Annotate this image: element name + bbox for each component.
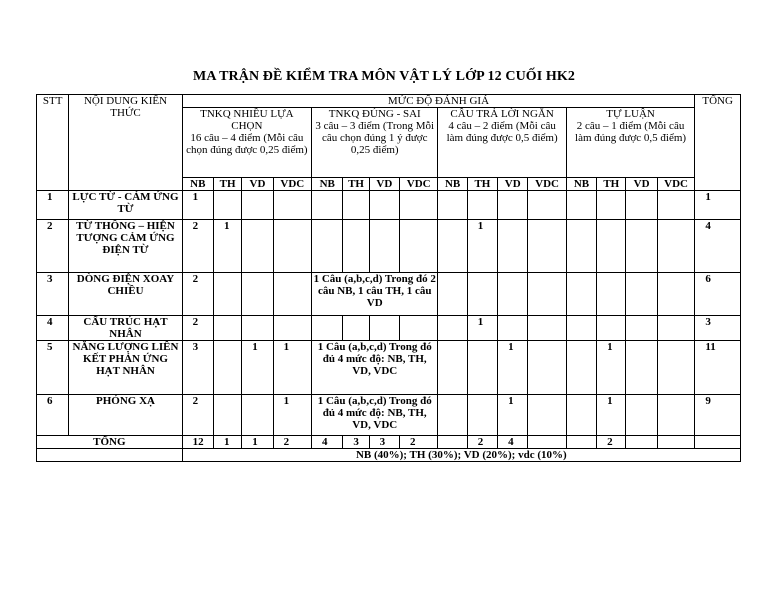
- cell: [528, 220, 566, 273]
- cell: [566, 191, 596, 220]
- cell: [213, 316, 241, 341]
- cell: [657, 191, 695, 220]
- table-row: [37, 316, 741, 341]
- table-row: [37, 191, 741, 220]
- level-vd: VD: [369, 178, 399, 191]
- cell: [657, 395, 695, 436]
- level-vdc: VDC: [657, 178, 695, 191]
- cell: [657, 220, 695, 273]
- row-total: 3: [695, 316, 741, 341]
- group-name: CÂU TRẢ LỜI NGẮN: [450, 108, 554, 120]
- true-false-merged-cell: 1 Câu (a,b,c,d) Trong đó đủ 4 mức độ: NB, TH, VD, VDC: [312, 341, 438, 395]
- group-true-false: [312, 108, 438, 178]
- row-stt: 6: [37, 395, 69, 436]
- cell: 4: [312, 436, 343, 449]
- row-stt: 4: [37, 316, 69, 341]
- group-desc: 4 câu – 2 điểm (Mỗi câu làm đúng được 0,5 điểm): [446, 120, 558, 144]
- true-false-merged-cell: 1 Câu (a,b,c,d) Trong đó đủ 4 mức độ: NB, TH, VD, VDC: [312, 395, 438, 436]
- level-nb: NB: [312, 178, 343, 191]
- cell: [213, 191, 241, 220]
- level-vdc: VDC: [528, 178, 566, 191]
- cell: [626, 436, 657, 449]
- totals-label: TỔNG: [37, 436, 183, 449]
- row-content: DÒNG ĐIỆN XOAY CHIỀU: [69, 273, 182, 316]
- cell: [213, 341, 241, 395]
- cell: [438, 341, 467, 395]
- group-name: TNKQ NHIỀU LỰA CHỌN: [200, 108, 294, 132]
- group-desc: 3 câu – 3 điểm (Trong Mỗi câu chọn đúng 1 ý được 0,25 điểm): [315, 120, 435, 156]
- cell: [438, 273, 467, 316]
- cell: [343, 220, 369, 273]
- cell: [312, 220, 343, 273]
- row-content: PHÓNG XẠ: [69, 395, 182, 436]
- cell: 1: [597, 395, 626, 436]
- cell: [242, 273, 273, 316]
- row-content: TỪ THÔNG – HIỆN TƯỢNG CẢM ỨNG ĐIỆN TỪ: [69, 220, 182, 273]
- cell: 1: [467, 316, 497, 341]
- page-title: MA TRẬN ĐỀ KIỂM TRA MÔN VẬT LÝ LỚP 12 CUỐI HK2: [193, 69, 575, 84]
- table-row: [37, 220, 741, 273]
- row-stt: 3: [37, 273, 69, 316]
- cell: [657, 341, 695, 395]
- cell: 1: [242, 341, 273, 395]
- cell: [438, 436, 467, 449]
- cell: [438, 395, 467, 436]
- cell: [242, 395, 273, 436]
- row-stt: 2: [37, 220, 69, 273]
- cell: [273, 316, 311, 341]
- row-stt: 5: [37, 341, 69, 395]
- cell: [657, 273, 695, 316]
- cell: [528, 436, 566, 449]
- cell: [528, 273, 566, 316]
- group-desc: 2 câu – 1 điểm (Mỗi câu làm đúng được 0,5 điểm): [575, 120, 687, 144]
- cell: 3: [343, 436, 369, 449]
- level-th: TH: [467, 178, 497, 191]
- cell: [369, 316, 399, 341]
- row-content: NĂNG LƯỢNG LIÊN KẾT PHẢN ỨNG HẠT NHÂN: [69, 341, 182, 395]
- true-false-merged-cell: 1 Câu (a,b,c,d) Trong đó 2 câu NB, 1 câu TH, 1 câu VD: [312, 273, 438, 316]
- group-desc: 16 câu – 4 điểm (Mỗi câu chọn đúng được 0,25 điểm): [186, 132, 308, 156]
- cell: 2: [182, 395, 213, 436]
- header-total: TỔNG: [695, 95, 741, 191]
- level-nb: NB: [182, 178, 213, 191]
- cell: [467, 191, 497, 220]
- cell: 1: [273, 395, 311, 436]
- cell: 1: [213, 436, 241, 449]
- group-essay: [566, 108, 695, 178]
- cell: [566, 395, 596, 436]
- cell: [626, 395, 657, 436]
- cell: [597, 220, 626, 273]
- header-level: MỨC ĐỘ ĐÁNH GIÁ: [182, 95, 695, 108]
- row-total: 4: [695, 220, 741, 273]
- cell: [369, 220, 399, 273]
- cell: [626, 220, 657, 273]
- cell: [312, 191, 343, 220]
- cell: [438, 220, 467, 273]
- level-vd: VD: [498, 178, 528, 191]
- cell: [626, 341, 657, 395]
- cell: 2: [182, 316, 213, 341]
- cell: [213, 273, 241, 316]
- cell: 3: [182, 341, 213, 395]
- level-vd: VD: [626, 178, 657, 191]
- cell: 2: [182, 220, 213, 273]
- table-row: [37, 273, 741, 316]
- cell: [273, 273, 311, 316]
- cell: [242, 220, 273, 273]
- row-content: CẤU TRÚC HẠT NHÂN: [69, 316, 182, 341]
- level-nb: NB: [566, 178, 596, 191]
- header-content: NỘI DUNG KIẾN THỨC: [69, 95, 182, 191]
- level-th: TH: [597, 178, 626, 191]
- cell: [498, 220, 528, 273]
- cell: [467, 395, 497, 436]
- cell: 1: [597, 341, 626, 395]
- cell: [597, 273, 626, 316]
- cell: [400, 220, 438, 273]
- cell: [242, 316, 273, 341]
- assessment-matrix-table: [36, 94, 741, 462]
- row-total: 11: [695, 341, 741, 395]
- group-multiple-choice: [182, 108, 311, 178]
- cell: 2: [273, 436, 311, 449]
- cell: 4: [498, 436, 528, 449]
- cell: [343, 191, 369, 220]
- cell: [626, 316, 657, 341]
- cell: [213, 395, 241, 436]
- cell: [528, 316, 566, 341]
- cell: [597, 191, 626, 220]
- cell: 3: [369, 436, 399, 449]
- totals-row: [37, 436, 741, 449]
- cell: 2: [597, 436, 626, 449]
- group-name: TỰ LUẬN: [606, 108, 655, 120]
- cell: [597, 316, 626, 341]
- grand-total: [695, 436, 741, 449]
- cell: [626, 273, 657, 316]
- cell: [273, 220, 311, 273]
- cell: 1: [242, 436, 273, 449]
- level-vdc: VDC: [273, 178, 311, 191]
- cell: [528, 191, 566, 220]
- group-short-answer: [438, 108, 566, 178]
- cell: 2: [400, 436, 438, 449]
- cell: 1: [273, 341, 311, 395]
- cell: [312, 316, 343, 341]
- table-row: [37, 341, 741, 395]
- cell: [657, 436, 695, 449]
- row-stt: 1: [37, 191, 69, 220]
- cell: [566, 436, 596, 449]
- level-th: TH: [343, 178, 369, 191]
- row-total: 6: [695, 273, 741, 316]
- row-content: LỰC TỪ - CẢM ỨNG TỪ: [69, 191, 182, 220]
- level-vdc: VDC: [400, 178, 438, 191]
- cell: [528, 395, 566, 436]
- cell: 2: [182, 273, 213, 316]
- cell: 1: [498, 395, 528, 436]
- cell: [467, 273, 497, 316]
- cell: [566, 316, 596, 341]
- cell: 1: [213, 220, 241, 273]
- cell: [626, 191, 657, 220]
- cell: [400, 316, 438, 341]
- cell: 2: [467, 436, 497, 449]
- level-th: TH: [213, 178, 241, 191]
- group-name: TNKQ ĐÚNG - SAI: [328, 108, 421, 120]
- cell: [657, 316, 695, 341]
- row-total: 1: [695, 191, 741, 220]
- cell: [343, 316, 369, 341]
- header-stt: STT: [37, 95, 69, 191]
- cell: [400, 191, 438, 220]
- cell: 1: [467, 220, 497, 273]
- table-row: [37, 395, 741, 436]
- footer-empty: [37, 449, 183, 462]
- cell: 1: [498, 341, 528, 395]
- cell: 1: [182, 191, 213, 220]
- cell: [369, 191, 399, 220]
- cell: [273, 191, 311, 220]
- level-vd: VD: [242, 178, 273, 191]
- level-nb: NB: [438, 178, 467, 191]
- cell: [438, 191, 467, 220]
- cell: [498, 316, 528, 341]
- cell: [498, 273, 528, 316]
- cell: [566, 220, 596, 273]
- cell: [566, 273, 596, 316]
- cell: [498, 191, 528, 220]
- cell: [467, 341, 497, 395]
- cell: 12: [182, 436, 213, 449]
- cell: [438, 316, 467, 341]
- cell: [528, 341, 566, 395]
- cell: [242, 191, 273, 220]
- row-total: 9: [695, 395, 741, 436]
- cell: [566, 341, 596, 395]
- percent-note: NB (40%); TH (30%); VD (20%); vdc (10%): [182, 449, 740, 462]
